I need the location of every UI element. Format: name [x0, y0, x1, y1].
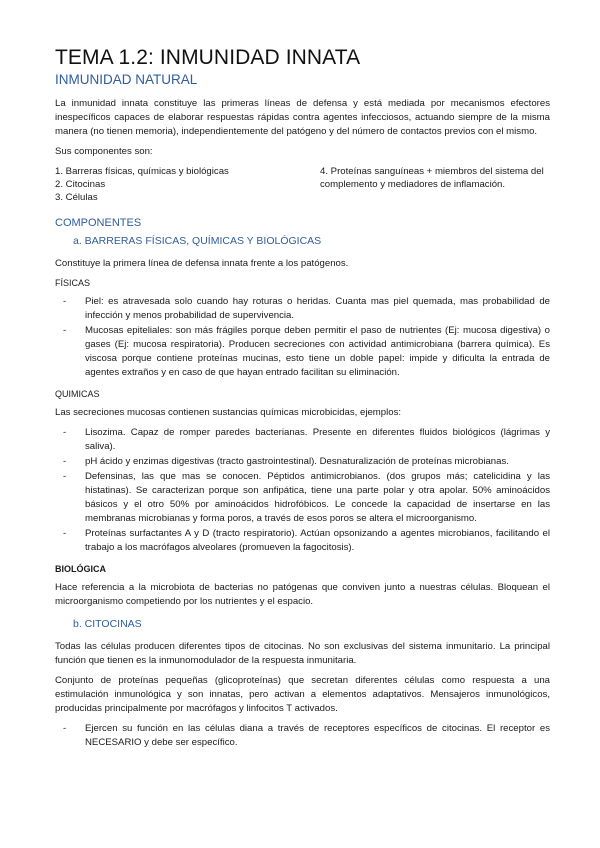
list-item	[55, 426, 550, 454]
quimicas-intro: Las secreciones mucosas contienen sustancias químicas microbicidas, ejemplos:	[55, 407, 402, 418]
citocinas-paragraph-2: Conjunto de proteínas pequeñas (glicoproteínas) que secretan diferentes células como respuesta a una estimulación inmunológica y son innatas, pero activan a elementos adaptativos. Mensajeros inmunológicos, producidas principalmente por macrófagos y linfocitos T activados.	[55, 675, 550, 714]
citocinas-list	[55, 722, 550, 750]
page-title: TEMA 1.2: INMUNIDAD INNATA	[55, 46, 361, 69]
citocinas-paragraph-1: Todas las células producen diferentes tipos de citocinas. No son exclusivas del sistema inmunitario. La principal función que tienen es la inmunomodulador de la respuesta inmunitaria.	[55, 641, 550, 666]
list-item-text: pH ácido y enzimas digestivas (tracto gastrointestinal). Desnaturalización de proteínas microbianas.	[85, 456, 509, 467]
dash-marker: -	[63, 427, 67, 438]
components-list	[55, 165, 550, 204]
list-item	[55, 722, 550, 750]
quimicas-label: QUIMICAS	[55, 389, 100, 399]
page-subtitle: INMUNIDAD NATURAL	[55, 72, 198, 87]
list-item-text: Defensinas, las que mas se conocen. Péptidos antimicrobianos. (dos grupos más; catelicidina y las histatinas). Se caracterizan porque son anfipática, tiene una parte polar y otra apolar. 50% aminoácidos básicos y el otro 50% por aminoácidos hidrofóbicos. Le concede la capacidad de insertarse en las membranas microbianas y forma poros, a través de esos poros se altera el microorganismo.	[85, 471, 550, 524]
dash-marker: -	[63, 325, 67, 336]
document-page	[55, 46, 550, 758]
list-item	[55, 295, 550, 323]
components-intro: Sus componentes son:	[55, 146, 153, 157]
list-item	[55, 470, 550, 526]
list-item-text: Piel: es atravesada solo cuando hay roturas o heridas. Cuanta mas piel quemada, mas probabilidad de infección y menos probabilidad de supervivencia.	[85, 296, 550, 321]
list-item	[55, 455, 550, 469]
section-heading-componentes: COMPONENTES	[55, 217, 142, 229]
dash-marker: -	[63, 723, 67, 734]
components-left-column	[55, 165, 310, 204]
barreras-intro: Constituye la primera línea de defensa innata frente a los patógenos.	[55, 258, 349, 269]
dash-marker: -	[63, 456, 67, 467]
intro-paragraph: La inmunidad innata constituye las primeras líneas de defensa y está mediada por mecanismos efectores inespecíficos capaces de elaborar respuestas rápidas contra agentes infecciosos, actuando siempre de la misma manera (no tienen memoria), independientemente del patógeno y del número de contactos previos con el mismo.	[55, 98, 550, 137]
list-item	[55, 527, 550, 555]
quimicas-list	[55, 426, 550, 555]
component-item: 2. Citocinas	[55, 179, 106, 190]
dash-marker: -	[63, 471, 67, 482]
subsection-heading-barreras: a. BARRERAS FÍSICAS, QUÍMICAS Y BIOLÓGICAS	[73, 235, 322, 247]
component-item: 1. Barreras físicas, químicas y biológicas	[55, 166, 229, 177]
fisicas-list	[55, 295, 550, 380]
biologica-label: BIOLÓGICA	[55, 564, 106, 574]
component-item-4: 4. Proteínas sanguíneas + miembros del sistema del complemento y mediadores de inflamación.	[320, 166, 544, 190]
biologica-paragraph: Hace referencia a la microbiota de bacterias no patógenas que conviven junto a nuestras células. Bloquean el microorganismo competiendo por los nutrientes y el espacio.	[55, 582, 550, 607]
list-item	[55, 324, 550, 380]
dash-marker: -	[63, 296, 67, 307]
component-item: 3. Células	[55, 192, 98, 203]
list-item-text: Ejercen su función en las células diana a través de receptores específicos de citocinas. El receptor es NECESARIO y debe ser específico.	[85, 723, 550, 748]
list-item-text: Proteínas surfactantes A y D (tracto respiratorio). Actúan opsonizando a agentes microbianos, facilitando el trabajo a los macrófagos alveolares (promueven la fagocitosis).	[85, 528, 550, 553]
list-item-text: Lisozima. Capaz de romper paredes bacterianas. Presente en diferentes fluidos biológicos (lágrimas y saliva).	[85, 427, 550, 452]
fisicas-label: FÍSICAS	[55, 278, 91, 288]
subsection-heading-citocinas: b. CITOCINAS	[73, 618, 142, 630]
list-item-text: Mucosas epiteliales: son más frágiles porque deben permitir el paso de nutrientes (Ej: mucosa digestiva) o gases (Ej: mucosa respiratoria). Producen secreciones con actividad antimicrobiana (barrera química). Es viscosa porque contiene proteínas mucinas, esto tiene un doble papel: impide y dificulta la entrada de agentes extraños y en caso de que hayan entrado facilitan su eliminación.	[85, 325, 550, 378]
dash-marker: -	[63, 528, 67, 539]
